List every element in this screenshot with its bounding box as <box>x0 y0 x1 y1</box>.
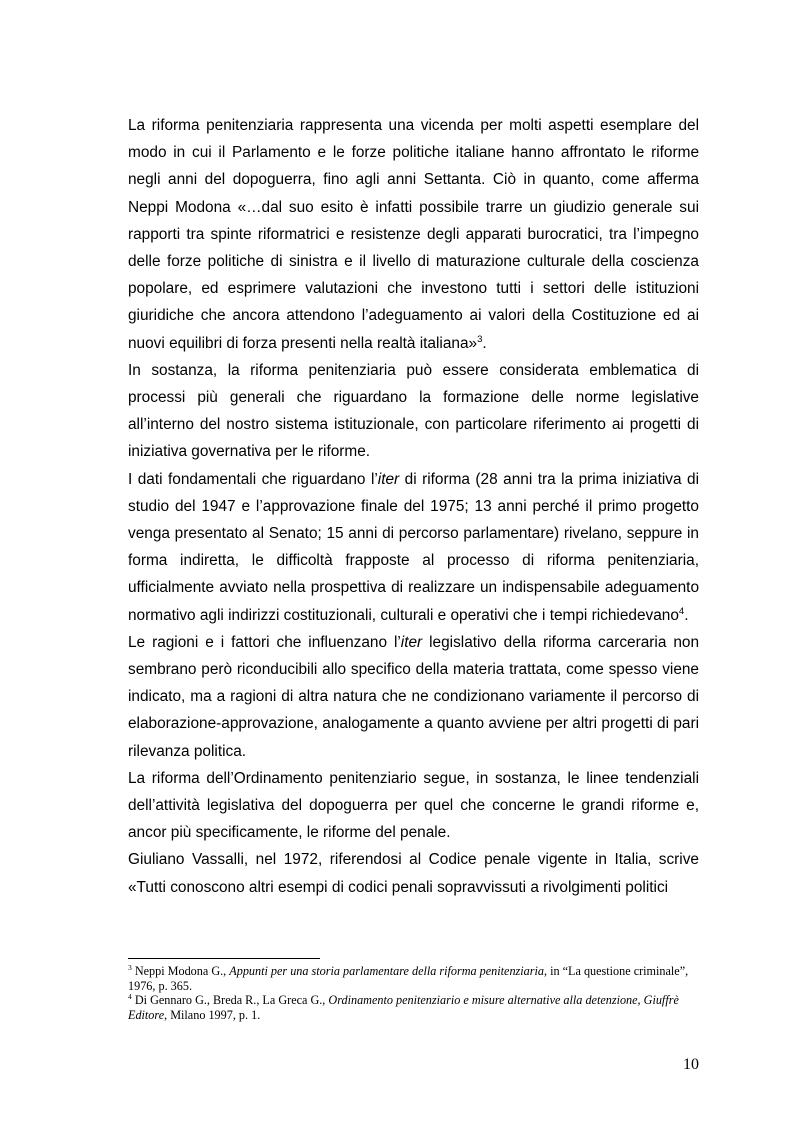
text-run: La riforma penitenziaria rappresenta una vicenda per molti aspetti esemplare del modo in cui il Parlamento e le forze politiche italiane hanno affrontato le riforme negli anni del dopoguerra, fino agli anni Settanta. Ciò in quanto, come afferma Neppi Modona «…dal suo esito è infatti possibile trarre un giudizio generale sui rapporti tra spinte riformatrici e resistenze degli apparati burocratici, tra l’impegno delle forze politiche di sinistra e il livello di maturazione culturale della coscienza popolare, ed esprimere valutazioni che investono tutti i settori delle istituzioni giuridiche che ancora attendono l’adeguamento ai valori della Costituzione ed ai nuovi equilibri di forza presenti nella realtà italiana» <box>128 117 699 352</box>
footnote <box>128 964 699 993</box>
italic-title: Ordinamento penitenziario e misure alternative alla detenzione, Giuffrè Editore <box>128 993 679 1022</box>
italic-term: iter <box>400 633 423 651</box>
text-run: Di Gennaro G., Breda R., La Greca G., <box>131 993 329 1008</box>
text-run: di riforma (28 anni tra la prima iniziativa di studio del 1947 e l’approvazione finale del 1975; 13 anni perché il primo progetto venga presentato al Senato; 15 anni di percorso parlamentare) rivelano, seppure in forma indiretta, le difficoltà frapposte al processo di riforma penitenziaria, ufficialmente avviato nella prospettiva di realizzare un indispensabile adeguamento normativo agli indirizzi costituzionali, culturali e operativi che i tempi richiedevano <box>128 470 699 624</box>
paragraph <box>128 846 699 900</box>
footnote-ref: 4 <box>678 605 685 617</box>
text-run: , in “La questione criminale”, 1976, p. 365. <box>128 964 689 993</box>
footnotes <box>128 964 699 1022</box>
italic-title: Appunti per una storia parlamentare della riforma penitenziaria <box>229 964 545 978</box>
paragraph <box>128 765 699 847</box>
italic-term: iter <box>377 470 400 488</box>
text-run: Le ragioni e i fattori che influenzano l’ <box>128 633 401 651</box>
text-run: La riforma dell’Ordinamento penitenziario segue, in sostanza, le linee tendenziali dell’attività legislativa del dopoguerra per quel che concerne le grandi riforme e, ancor più specificamente, le riforme del penale. <box>128 769 699 842</box>
text-run: In sostanza, la riforma penitenziaria può essere considerata emblematica di processi più generali che riguardano la formazione delle norme legislative all’interno del nostro sistema istituzionale, con particolare riferimento ai progetti di iniziativa governativa per le riforme. <box>128 361 699 461</box>
text-run: . <box>482 334 487 352</box>
footnote-number: 4 <box>128 992 132 1002</box>
paragraph <box>128 357 699 466</box>
footnote-ref: 3 <box>477 333 483 345</box>
text-run: I dati fondamentali che riguardano l’ <box>128 470 378 488</box>
body-text <box>128 112 699 901</box>
footnote-separator <box>128 958 320 959</box>
text-run: Giuliano Vassalli, nel 1972, riferendosi al Codice penale vigente in Italia, scrive «Tutti conoscono altri esempi di codici penali sopravvissuti a rivolgimenti politici <box>128 851 699 896</box>
footnote <box>128 993 699 1022</box>
footnote-number: 3 <box>128 962 132 972</box>
paragraph <box>128 629 699 765</box>
paragraph <box>128 112 699 357</box>
page-number: 10 <box>683 1056 699 1073</box>
text-run: legislativo della riforma carceraria non sembrano però riconducibili allo specifico della materia trattata, come spesso viene indicato, ma a ragioni di altra natura che ne condizionano variamente il percorso di elaborazione-approvazione, analogamente a quanto avviene per altri progetti di pari rilevanza politica. <box>128 633 700 760</box>
text-run: Neppi Modona G., <box>131 964 230 978</box>
text-run: . <box>684 606 689 624</box>
paragraph <box>128 466 699 629</box>
text-run: , Milano 1997, p. 1. <box>164 1007 261 1022</box>
